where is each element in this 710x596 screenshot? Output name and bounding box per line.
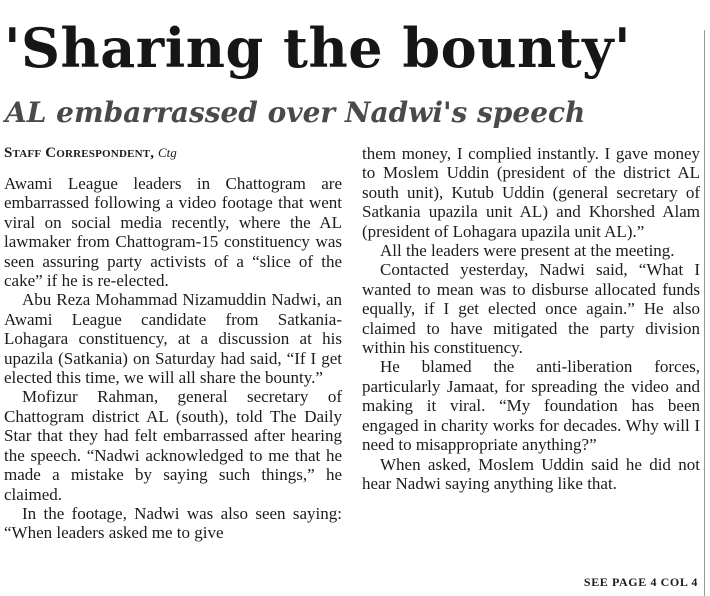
article-paragraph: In the footage, Nadwi was also seen saying: “When leaders asked me to give [4, 503, 342, 543]
article-paragraph: All the leaders were present at the meeting. [380, 241, 675, 261]
article-paragraph: When asked, Moslem Uddin said he did not hear Nadwi saying anything like that. [362, 454, 700, 493]
article-paragraph: Abu Reza Mohammad Nizamuddin Nadwi, an Awami League candidate from Satkania-Lohagara constituency, at a discussion at his upazila (Satkania) on Saturday had said, “If I get elected this time, we will all share the bounty.” [4, 290, 342, 388]
column-divider [704, 30, 705, 596]
continuation-note: SEE PAGE 4 COL 4 [583, 575, 698, 589]
article-paragraph: them money, I complied instantly. I gave money to Moslem Uddin (president of the district AL south unit), Kutub Uddin (general secretary of Satkania upazila unit AL) and Khorshed Alam (president of Lohagara upazila unit AL).” [362, 144, 700, 241]
byline-location: Ctg [158, 145, 177, 160]
byline-name: Staff Correspondent, [4, 145, 155, 161]
article-paragraph: Mofizur Rahman, general secretary of Chattogram district AL (south), told The Daily Star that they had felt embarrassed after hearing the speech. “Nadwi acknowledged to me that he made a mistake by saying such things,” he claimed. [4, 387, 342, 504]
byline [4, 144, 342, 162]
headline: 'Sharing the bounty' [4, 16, 632, 80]
article-paragraph: He blamed the anti-liberation forces, particularly Jamaat, for spreading the video and making it viral. “My foundation has been engaged in charity works for decades. Why will I need to misappropriate anything?” [362, 357, 700, 455]
article-paragraph: Awami League leaders in Chattogram are embarrassed following a video footage that went viral on social media recently, where the AL lawmaker from Chattogram-15 constituency was seen assuring party activists of a “slice of the cake” if he is re-elected. [4, 174, 342, 291]
article-paragraph: Contacted yesterday, Nadwi said, “What I wanted to mean was to disburse allocated funds equally, if I get elected once again.” He also claimed to have mitigated the party division within his constituency. [362, 260, 700, 358]
article-column-left [4, 144, 342, 543]
subheadline: AL embarrassed over Nadwi's speech [5, 96, 586, 129]
article-column-right [362, 144, 700, 493]
